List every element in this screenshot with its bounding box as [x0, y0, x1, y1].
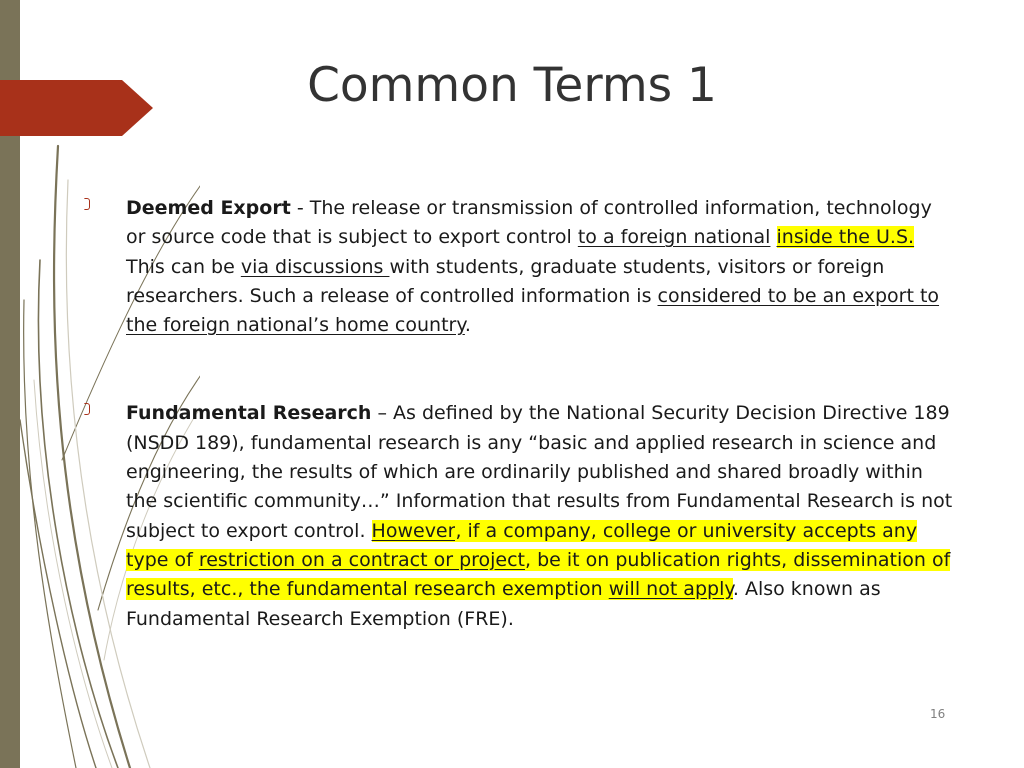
highlighted-text: , be it on publication rights, dissemination of results, etc., the fundamental research exemption	[126, 548, 951, 601]
definition-text	[770, 226, 776, 248]
highlighted-text: inside the U.S.	[776, 226, 915, 249]
highlighted-text: , if a company, college or university accepts any type of	[126, 519, 918, 571]
highlighted-text: will not apply	[608, 578, 733, 601]
underlined-text: to a foreign national	[577, 226, 771, 249]
definition-text: - The release or transmission of controlled information, technology or source code that is subject to export control	[126, 197, 932, 249]
definition-text: This can be	[126, 255, 241, 278]
definition-text: . Also known as Fundamental Research Exemption (FRE).	[126, 578, 881, 630]
highlighted-text: restriction on a contract or project	[198, 548, 526, 571]
slide-title: Common Terms 1	[307, 58, 717, 113]
bullet-marker-icon	[84, 198, 90, 210]
bullet-deemed-export	[84, 194, 954, 340]
term-fundamental-research: Fundamental Research	[126, 402, 372, 425]
bullet-marker-icon	[84, 403, 90, 415]
page-number: 16	[930, 707, 946, 721]
definition-text: .	[464, 314, 471, 337]
highlighted-text: However	[371, 519, 456, 542]
underlined-text: considered to be an export to the foreign national’s home country	[126, 284, 940, 337]
bullet-list	[84, 194, 954, 634]
definition-text: – As defined by the National Security Decision Directive 189 (NSDD 189), fundamental research is any “basic and applied research in science and engineering, the results of which are ordinarily published and shared broadly within the scientific community…” Information that results from Fundamental Research is not subject to export control.	[126, 402, 953, 542]
bullet-fundamental-research	[84, 399, 954, 633]
definition-text: with students, graduate students, visitors or foreign researchers. Such a release of controlled information is	[126, 255, 885, 307]
term-deemed-export: Deemed Export	[126, 197, 291, 219]
underlined-text: via discussions	[240, 255, 390, 278]
